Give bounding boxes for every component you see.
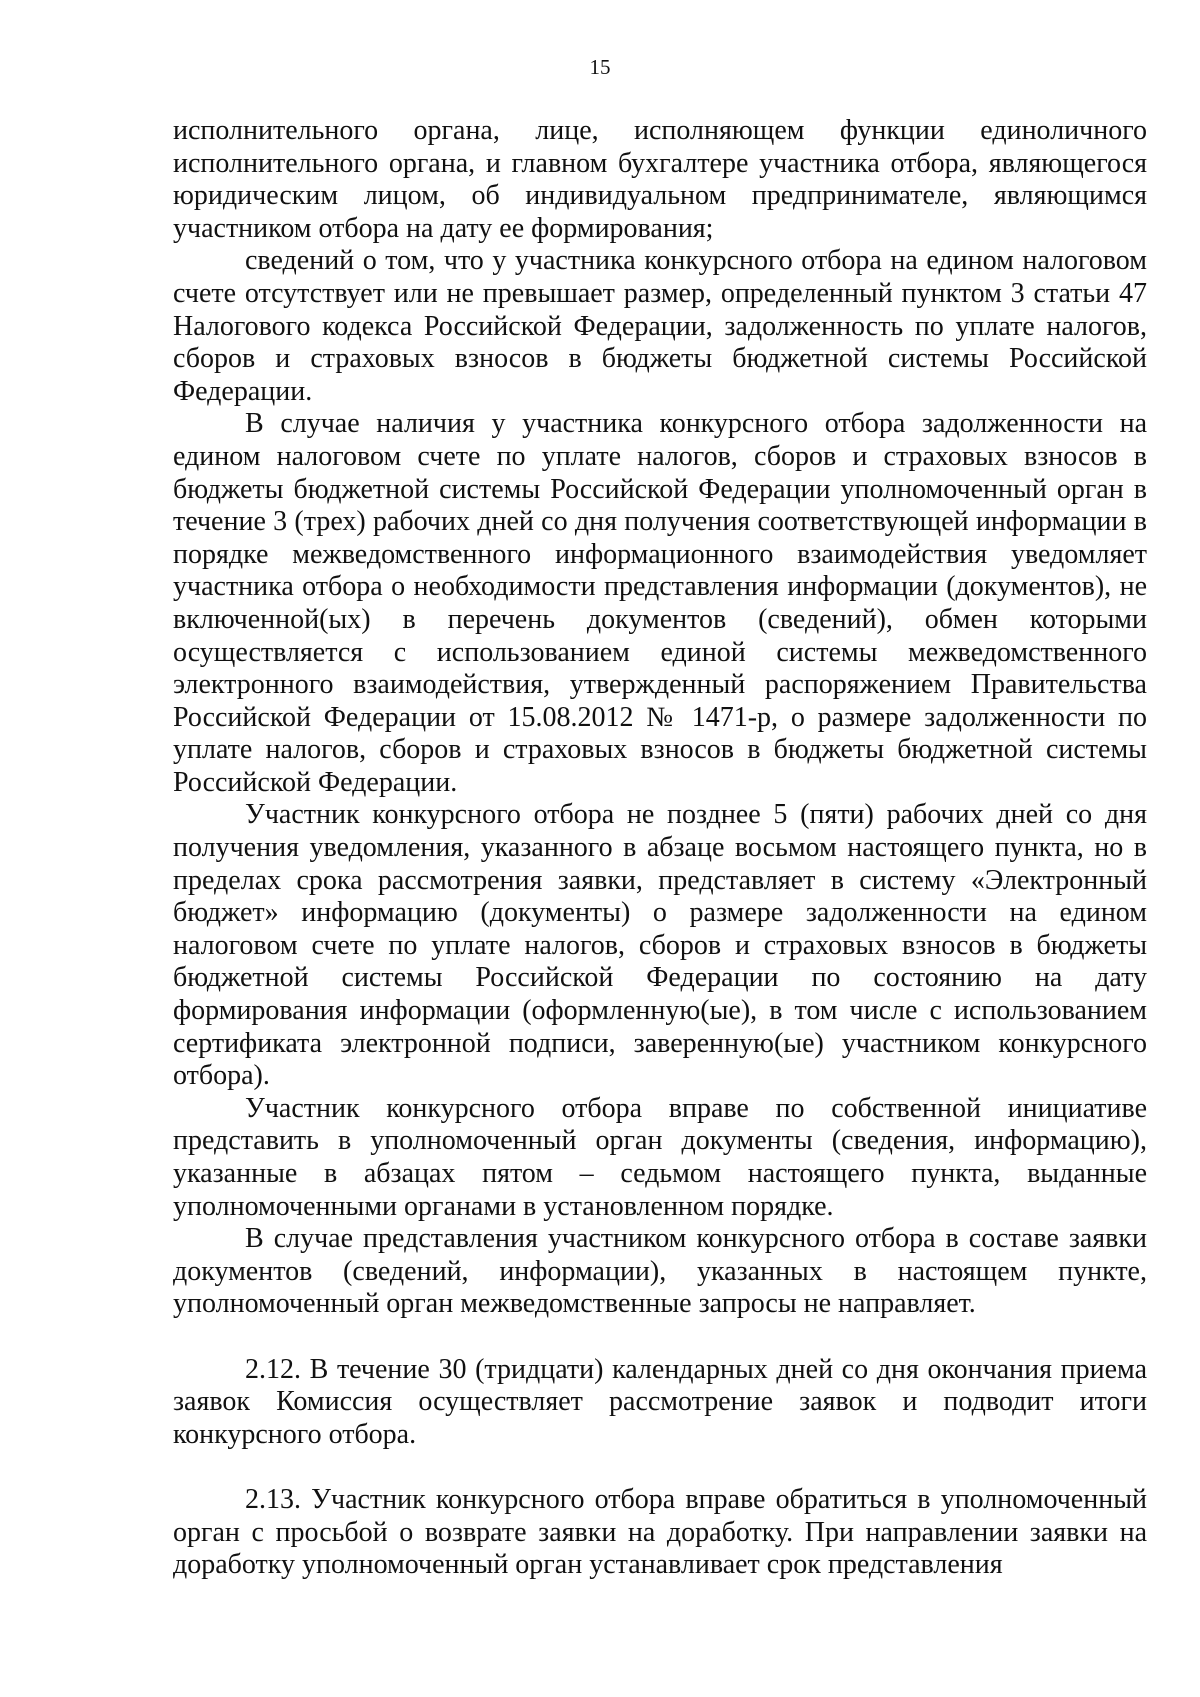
document-body (173, 115, 1147, 1582)
page-number: 15 (589, 55, 611, 79)
clause-2-12: 2.12. В течение 30 (тридцати) календарных дней со дня окончания приема заявок Комиссия осуществляет рассмотрение заявок и подводит итоги конкурсного отбора. (173, 1353, 1147, 1450)
paragraph-debt-notification: В случае наличия у участника конкурсного отбора задолженности на едином налоговом счете по уплате налогов, сборов и страховых взносов в бюджеты бюджетной системы Российской Федерации уполномоченный орган в течение 3 (трех) рабочих дней со дня получения соответствующей информации в порядке межведомственного информационного взаимодействия уведомляет участника отбора о необходимости представления информации (документов), не включенной(ых) в перечень документов (сведений), обмен которыми осуществляется с использованием единой системы межведомственного электронного взаимодействия, утвержденный распоряжением Правительства Российской Федерации от 15.08.2012 № 1471-р, о размере задолженности по уплате налогов, сборов и страховых взносов в бюджеты бюджетной системы Российской Федерации. (173, 408, 1147, 798)
paragraph-debt-submission: Участник конкурсного отбора не позднее 5 (пяти) рабочих дней со дня получения уведомления, указанного в абзаце восьмом настоящего пункта, но в пределах срока рассмотрения заявки, представляет в систему «Электронный бюджет» информацию (документы) о размере задолженности на едином налоговом счете по уплате налогов, сборов и страховых взносов в бюджеты бюджетной системы Российской Федерации по состоянию на дату формирования информации (оформленную(ые), в том числе с использованием сертификата электронной подписи, заверенную(ые) участником конкурсного отбора). (173, 799, 1147, 1092)
clause-2-13: 2.13. Участник конкурсного отбора вправе обратиться в уполномоченный орган с просьбой о возврате заявки на доработку. При направлении заявки на доработку уполномоченный орган устанавливает срок представления (173, 1483, 1147, 1581)
paragraph-tax-debt-info: сведений о том, что у участника конкурсного отбора на едином налоговом счете отсутствует или не превышает размер, определенный пунктом 3 статьи 47 Налогового кодекса Российской Федерации, задолженность по уплате налогов, сборов и страховых взносов в бюджеты бюджетной системы Российской Федерации. (173, 245, 1147, 407)
paragraph-continuation: исполнительного органа, лице, исполняющем функции единоличного исполнительного органа, и главном бухгалтере участника отбора, являющегося юридическим лицом, об индивидуальном предпринимателе, являющимся участником отбора на дату ее формирования; (173, 115, 1147, 244)
paragraph-own-initiative: Участник конкурсного отбора вправе по собственной инициативе представить в уполномоченный орган документы (сведения, информацию), указанные в абзацах пятом – седьмом настоящего пункта, выданные уполномоченными органами в установленном порядке. (173, 1092, 1147, 1222)
paragraph-no-interagency-requests: В случае представления участником конкурсного отбора в составе заявки документов (сведений, информации), указанных в настоящем пункте, уполномоченный орган межведомственные запросы не направляет. (173, 1223, 1147, 1320)
